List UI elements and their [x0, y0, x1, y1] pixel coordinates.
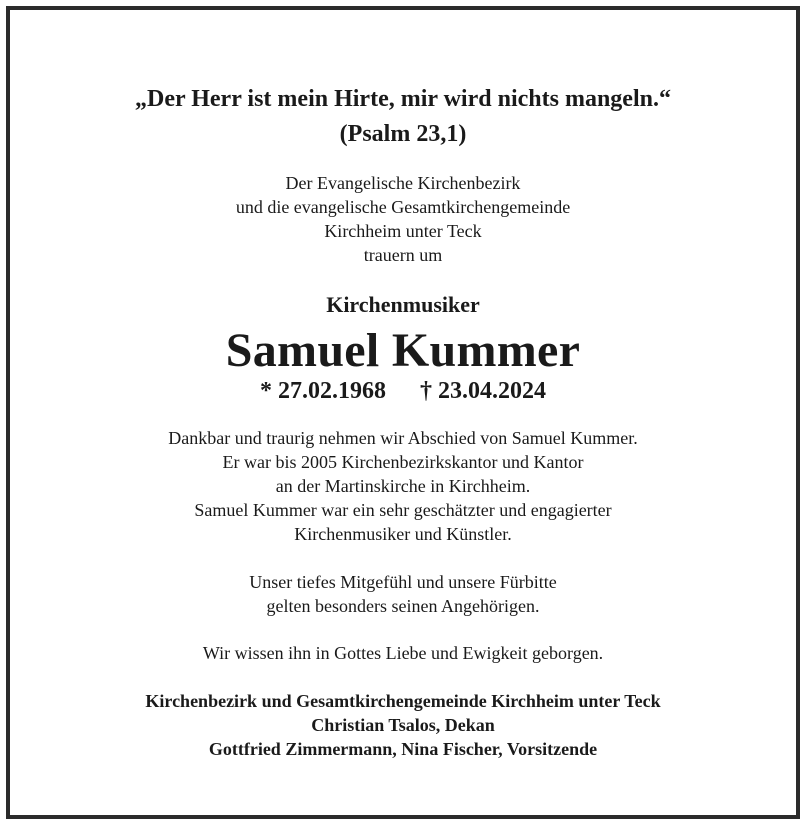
- death-date: † 23.04.2024: [420, 378, 546, 404]
- birth-date: * 27.02.1968: [260, 378, 386, 404]
- bible-quote: „Der Herr ist mein Hirte, mir wird nichts mangeln.“: [135, 86, 671, 112]
- closing-line: Wir wissen ihn in Gottes Liebe und Ewigkeit geborgen.: [202, 643, 604, 663]
- mourners-line: und die evangelische Gesamtkirchengemeinde: [235, 197, 571, 217]
- deceased-name: Samuel Kummer: [225, 324, 581, 377]
- signature-line: Christian Tsalos, Dekan: [311, 715, 495, 735]
- bible-quote-reference: (Psalm 23,1): [339, 121, 467, 147]
- obituary-content: [10, 10, 796, 815]
- mourners-line: trauern um: [363, 245, 443, 265]
- mourners-line: Der Evangelische Kirchenbezirk: [285, 173, 521, 193]
- sympathy-line: gelten besonders seinen Angehörigen.: [266, 596, 540, 616]
- body-line: Kirchenmusiker und Künstler.: [294, 524, 512, 544]
- mourners-line: Kirchheim unter Teck: [324, 221, 482, 241]
- signature-line: Gottfried Zimmermann, Nina Fischer, Vorsitzende: [208, 739, 598, 759]
- body-line: Samuel Kummer war ein sehr geschätzter und engagierter: [194, 500, 612, 520]
- life-dates: [10, 378, 796, 405]
- body-line: Er war bis 2005 Kirchenbezirkskantor und Kantor: [222, 452, 584, 472]
- obituary-frame: [6, 6, 800, 819]
- signature-line: Kirchenbezirk und Gesamtkirchengemeinde Kirchheim unter Teck: [145, 691, 661, 711]
- sympathy-line: Unser tiefes Mitgefühl und unsere Fürbitte: [249, 572, 557, 592]
- body-line: Dankbar und traurig nehmen wir Abschied von Samuel Kummer.: [168, 428, 638, 448]
- body-line: an der Martinskirche in Kirchheim.: [275, 476, 531, 496]
- deceased-title: Kirchenmusiker: [326, 292, 480, 317]
